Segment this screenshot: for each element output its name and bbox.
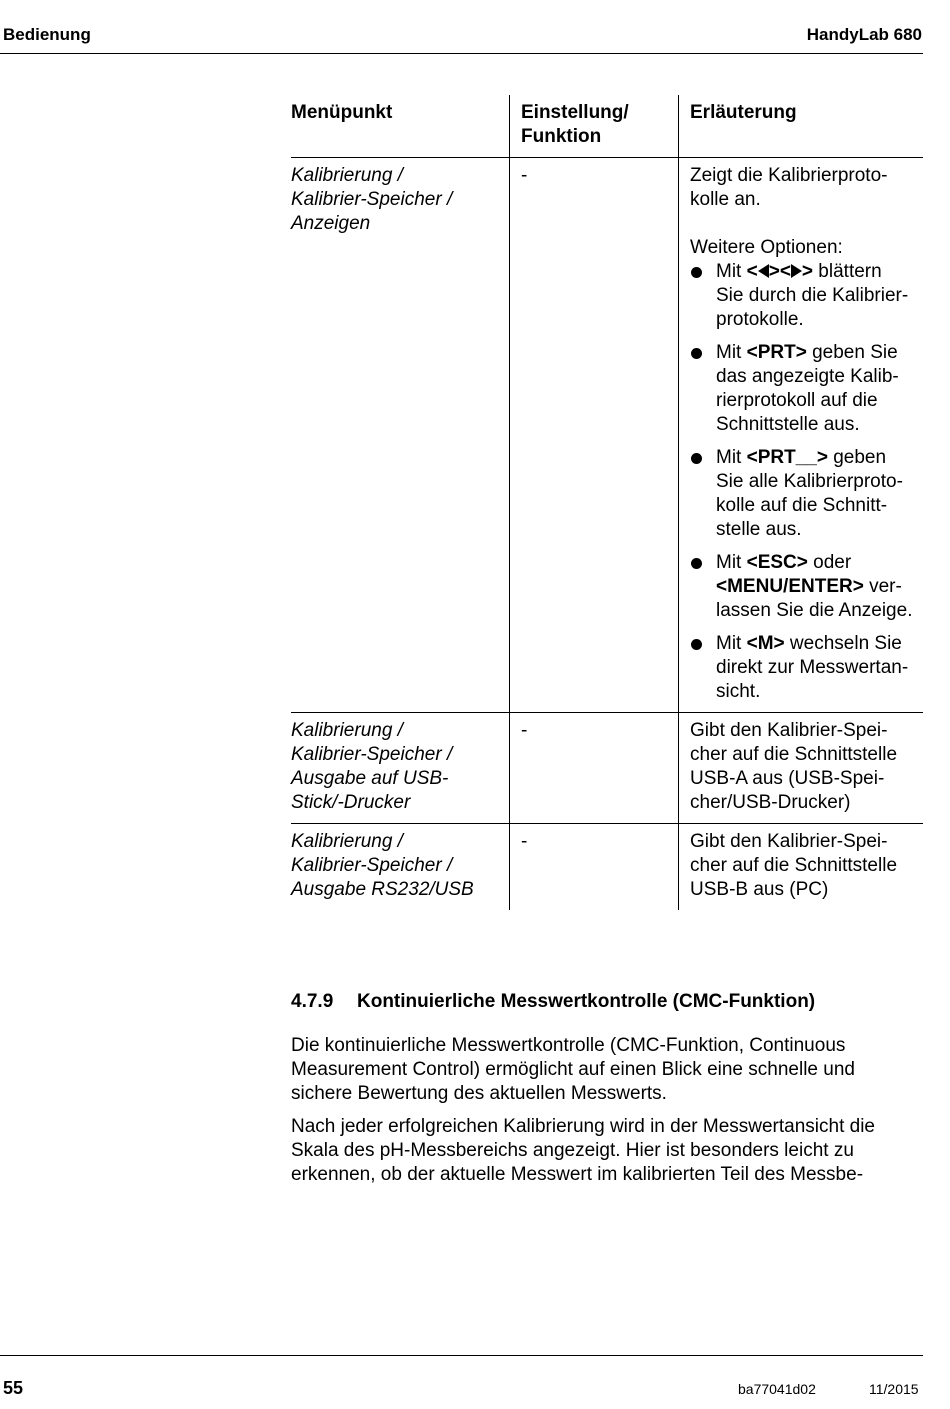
menu-path-line: Ausgabe auf USB-	[291, 768, 449, 789]
col-header-setting	[510, 95, 679, 158]
key-prt-all: <PRT__>	[746, 447, 828, 468]
explanation-line: kolle an.	[690, 189, 761, 210]
key-esc: <ESC>	[746, 552, 808, 573]
document-id: ba77041d02	[738, 1381, 816, 1397]
options-title: Weitere Optionen:	[690, 237, 843, 258]
section-heading	[291, 991, 815, 1013]
explanation-cell	[679, 713, 924, 824]
key-menu-enter: <MENU/ENTER>	[716, 576, 864, 597]
key-prt: <PRT>	[746, 342, 807, 363]
explanation-line: Zeigt die Kalibrierproto-	[690, 165, 888, 186]
body-paragraph: Nach jeder erfolgreichen Kalibrierung wird in der Messwertansicht die Skala des pH-Messbereichs angezeigt. Hier ist besonders leicht zu erkennen, ob der aktuelle Messwert im kalibrierten Teil des Messbe-	[291, 1116, 875, 1185]
header-rule	[0, 53, 923, 54]
explanation-cell	[679, 824, 924, 911]
menu-path-line: Kalibrierung /	[291, 165, 403, 186]
option-item-print: Mit <PRT> geben Sie das angezeigte Kalib- rierprotokoll auf die Schnittstelle aus.	[690, 341, 923, 437]
menu-path-line: Stick/-Drucker	[291, 792, 411, 813]
menu-path-line: Kalibrierung /	[291, 720, 403, 741]
col-header-explanation: Erläuterung	[679, 95, 924, 158]
table-row	[291, 158, 923, 713]
setting-cell: -	[510, 713, 679, 824]
bullet-icon	[691, 639, 702, 650]
menu-path-cell	[291, 158, 510, 713]
running-header-section: Bedienung	[3, 25, 91, 44]
bullet-icon	[691, 453, 702, 464]
table-row	[291, 824, 923, 911]
section-title: Kontinuierliche Messwertkontrolle (CMC-Funktion)	[357, 991, 816, 1012]
explanation-line: cher auf die Schnittstelle	[690, 744, 898, 765]
setting-cell: -	[510, 824, 679, 911]
bullet-icon	[691, 558, 702, 569]
arrow-keys: < >< >	[746, 261, 814, 282]
menu-path-cell	[291, 824, 510, 911]
col-header-setting-line-2: Funktion	[521, 126, 602, 147]
explanation-line: cher/USB-Drucker)	[690, 792, 851, 813]
footer-rule	[0, 1355, 923, 1356]
col-header-menu-item: Menüpunkt	[291, 95, 510, 158]
col-header-setting-line-1: Einstellung/	[521, 102, 629, 123]
bullet-icon	[691, 348, 702, 359]
section-number: 4.7.9	[291, 991, 334, 1012]
left-arrow-icon	[758, 264, 769, 278]
options-list	[690, 260, 923, 704]
explanation-line: Gibt den Kalibrier-Spei-	[690, 720, 888, 741]
setting-cell: -	[510, 158, 679, 713]
menu-settings-table	[291, 95, 923, 910]
menu-path-line: Kalibrier-Speicher /	[291, 744, 453, 765]
explanation-cell	[679, 158, 924, 713]
explanation-line: USB-B aus (PC)	[690, 879, 829, 900]
menu-path-line: Kalibrier-Speicher /	[291, 189, 453, 210]
menu-path-line: Kalibrierung /	[291, 831, 403, 852]
menu-path-line: Anzeigen	[291, 213, 371, 234]
running-header-product: HandyLab 680	[806, 25, 922, 44]
option-item-print-all: Mit <PRT__> geben Sie alle Kalibrierproto- kolle auf die Schnitt- stelle aus.	[690, 446, 923, 542]
option-item-browse: Mit < >< > blättern Sie durch die Kalibrier- protokolle.	[690, 260, 923, 332]
explanation-line: USB-A aus (USB-Spei-	[690, 768, 885, 789]
menu-path-line: Kalibrier-Speicher /	[291, 855, 453, 876]
explanation-line: Gibt den Kalibrier-Spei-	[690, 831, 888, 852]
option-item-exit: Mit <ESC> oder <MENU/ENTER> ver- lassen Sie die Anzeige.	[690, 551, 923, 623]
menu-path-cell	[291, 713, 510, 824]
body-paragraph: Die kontinuierliche Messwertkontrolle (CMC-Funktion, Continuous Measurement Control) ermöglicht auf einen Blick eine schnelle und sichere Bewertung des aktuellen Messwerts.	[291, 1035, 855, 1104]
table-row	[291, 713, 923, 824]
option-item-measurement-view: Mit <M> wechseln Sie direkt zur Messwertan- sicht.	[690, 632, 923, 704]
table-header-row	[291, 95, 923, 158]
explanation-line: cher auf die Schnittstelle	[690, 855, 898, 876]
page-number: 55	[3, 1378, 24, 1398]
right-arrow-icon	[791, 264, 802, 278]
key-m: <M>	[746, 633, 785, 654]
menu-path-line: Ausgabe RS232/USB	[291, 879, 474, 900]
bullet-icon	[691, 267, 702, 278]
document-date: 11/2015	[869, 1381, 919, 1397]
